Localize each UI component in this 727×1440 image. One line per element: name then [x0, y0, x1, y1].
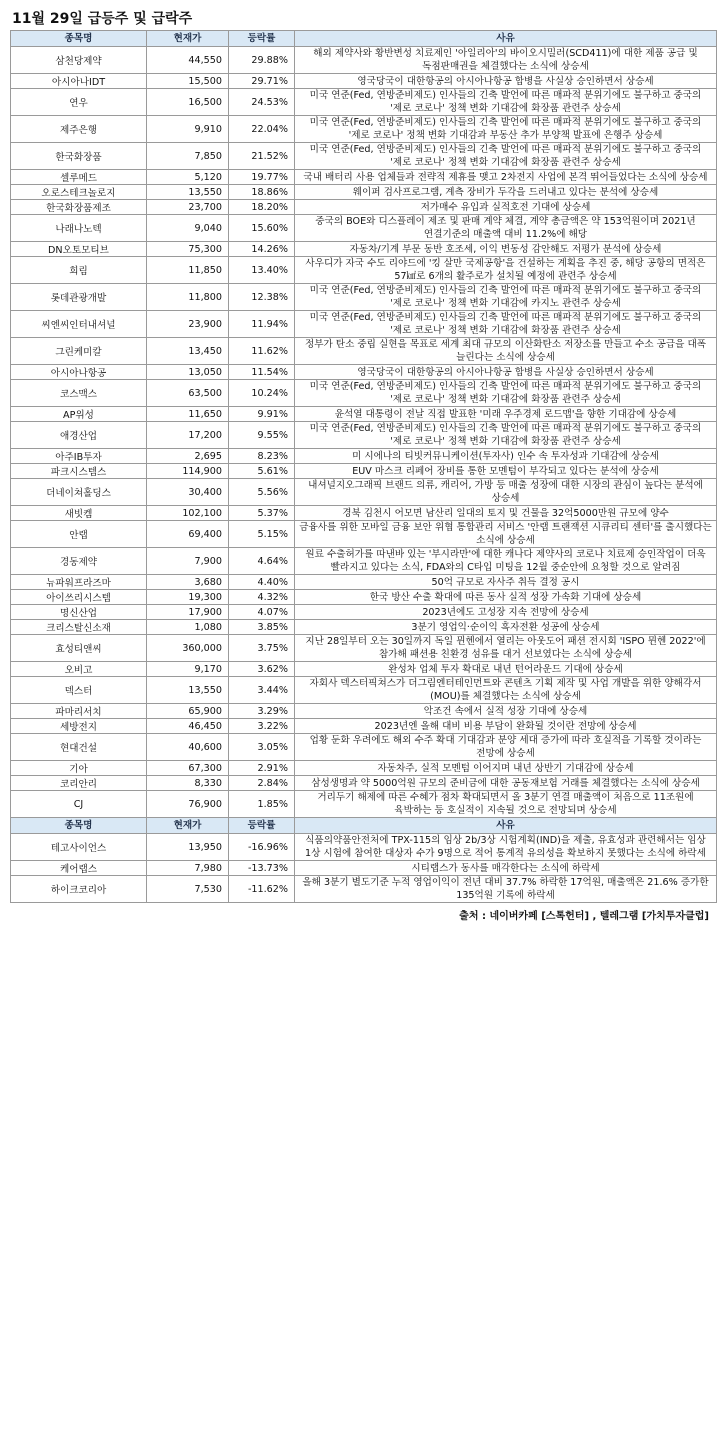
stock-reason: 웨이퍼 검사프로그램, 계측 장비가 두각을 드러내고 있다는 분석에 상승세: [295, 185, 717, 200]
stock-price: 1,080: [147, 620, 229, 635]
stock-name: 아시아나IDT: [11, 74, 147, 89]
stock-rate: 4.07%: [229, 605, 295, 620]
table-row: [11, 479, 717, 506]
stock-reason: 지난 28일부터 오는 30일까지 독일 뮌헨에서 열리는 아웃도어 패션 전시회 'ISPO 뮌헨 2022'에 참가해 패션용 친환경 섬유를 대거 선보였다는 소식에 상승세: [295, 635, 717, 662]
stock-rate: 11.62%: [229, 338, 295, 365]
stock-reason: 윤석열 대통령이 전날 직접 발표한 '미래 우주경제 로드맵'을 향한 기대감에 상승세: [295, 407, 717, 422]
stock-name: 세방전지: [11, 719, 147, 734]
stock-price: 11,650: [147, 407, 229, 422]
stock-price: 13,050: [147, 365, 229, 380]
header-price: 현재가: [147, 818, 229, 834]
table-row: [11, 704, 717, 719]
table-row: [11, 170, 717, 185]
stock-reason: 중국의 BOE와 디스플레이 제조 및 판매 계약 체결, 계약 총금액은 약 153억원이며 2021년 연결기준의 매출액 대비 11.2%에 해당: [295, 215, 717, 242]
stock-rate: 3.85%: [229, 620, 295, 635]
stock-rate: 13.40%: [229, 257, 295, 284]
stock-name: DN오토모티브: [11, 242, 147, 257]
stock-price: 46,450: [147, 719, 229, 734]
stock-price: 15,500: [147, 74, 229, 89]
table-row: [11, 338, 717, 365]
stock-price: 9,910: [147, 116, 229, 143]
stock-reason: 50억 규모로 자사주 취득 결정 공시: [295, 575, 717, 590]
stock-rate: -16.96%: [229, 834, 295, 861]
stock-reason: 미국 연준(Fed, 연방준비제도) 인사들의 긴축 발언에 따른 매파적 분위기에도 불구하고 중국의 '제로 코로나' 정책 변화 기대감에 화장품 관련주 상승세: [295, 380, 717, 407]
stock-reason: 자동차주, 실적 모멘텀 이어지며 내년 상반기 기대감에 상승세: [295, 761, 717, 776]
stock-name: 뉴파워프라즈마: [11, 575, 147, 590]
table-row: [11, 791, 717, 818]
stock-price: 63,500: [147, 380, 229, 407]
stock-name: 희림: [11, 257, 147, 284]
stock-name: 오로스테크놀로지: [11, 185, 147, 200]
table-row: [11, 215, 717, 242]
stock-reason: 해외 제약사와 황반변성 치료제인 '아일리아'의 바이오시밀러(SCD411)에 대한 제품 공급 및 독점판매권을 체결했다는 소식에 상승세: [295, 47, 717, 74]
table-row: [11, 521, 717, 548]
stock-price: 75,300: [147, 242, 229, 257]
stock-reason: 악조건 속에서 실적 성장 기대에 상승세: [295, 704, 717, 719]
stock-name: 아시아나항공: [11, 365, 147, 380]
table-row: [11, 143, 717, 170]
stock-rate: 24.53%: [229, 89, 295, 116]
losers-body: [11, 834, 717, 903]
stock-price: 17,900: [147, 605, 229, 620]
header-name: 종목명: [11, 31, 147, 47]
stock-name: 명신산업: [11, 605, 147, 620]
stock-reason: 자회사 덱스터픽쳐스가 더그림엔터테인먼트와 콘텐츠 기획 제작 및 사업 개발을 위한 양해각서(MOU)를 체결했다는 소식에 상승세: [295, 677, 717, 704]
stock-price: 23,900: [147, 311, 229, 338]
stock-reason: 금융사를 위한 모바일 금융 보안 위협 통합관리 서비스 '안랩 트랜잭션 시큐리티 센터'를 출시했다는 소식에 상승세: [295, 521, 717, 548]
stock-name: 아주IB투자: [11, 449, 147, 464]
table-row: [11, 677, 717, 704]
table-row: [11, 548, 717, 575]
stock-price: 76,900: [147, 791, 229, 818]
stock-price: 11,800: [147, 284, 229, 311]
stock-price: 5,120: [147, 170, 229, 185]
stock-price: 23,700: [147, 200, 229, 215]
table-row: [11, 74, 717, 89]
header-reason: 사유: [295, 818, 717, 834]
stock-reason: 미국 연준(Fed, 연방준비제도) 인사들의 긴축 발언에 따른 매파적 분위기에도 불구하고 중국의 '제로 코로나' 정책 변화 기대감에 화장품 관련주 상승세: [295, 89, 717, 116]
table-row: [11, 380, 717, 407]
stock-name: 테고사이언스: [11, 834, 147, 861]
stock-name: 효성티앤씨: [11, 635, 147, 662]
stock-rate: 19.77%: [229, 170, 295, 185]
table-row: [11, 311, 717, 338]
stock-reason: 미국 연준(Fed, 연방준비제도) 인사들의 긴축 발언에 따른 매파적 분위기에도 불구하고 중국의 '제로 코로나' 정책 변화 기대감에 화장품 관련주 상승세: [295, 422, 717, 449]
stock-name: 안랩: [11, 521, 147, 548]
stock-price: 114,900: [147, 464, 229, 479]
stock-rate: 5.56%: [229, 479, 295, 506]
table-row: [11, 185, 717, 200]
stock-price: 30,400: [147, 479, 229, 506]
stock-name: 크리스탈신소재: [11, 620, 147, 635]
table-row: [11, 776, 717, 791]
table-row: [11, 734, 717, 761]
stock-rate: 1.85%: [229, 791, 295, 818]
stock-rate: 3.75%: [229, 635, 295, 662]
stock-price: 360,000: [147, 635, 229, 662]
gainers-header-row: [11, 31, 717, 47]
stock-rate: 29.71%: [229, 74, 295, 89]
stock-rate: 9.91%: [229, 407, 295, 422]
stock-table: [10, 30, 717, 903]
stock-price: 69,400: [147, 521, 229, 548]
stock-rate: 11.54%: [229, 365, 295, 380]
stock-reason: 정부가 탄소 중립 실현을 목표로 세계 최대 규모의 이산화탄소 저장소를 만들고 수소 공급을 대폭 늘린다는 소식에 상승세: [295, 338, 717, 365]
stock-name: 경동제약: [11, 548, 147, 575]
stock-reason: 미국 연준(Fed, 연방준비제도) 인사들의 긴축 발언에 따른 매파적 분위기에도 불구하고 중국의 '제로 코로나' 정책 변화 기대감에 화장품 관련주 상승세: [295, 311, 717, 338]
stock-price: 19,300: [147, 590, 229, 605]
stock-rate: 4.32%: [229, 590, 295, 605]
stock-price: 7,850: [147, 143, 229, 170]
stock-rate: -13.73%: [229, 861, 295, 876]
table-row: [11, 464, 717, 479]
stock-price: 7,900: [147, 548, 229, 575]
stock-reason: 사우디가 자국 수도 리야드에 '킹 살만 국제공항'을 건설하는 계획을 추진 중, 해당 공항의 면적은 57㎢로 6개의 활주로가 설치될 예정에 관련주 상승세: [295, 257, 717, 284]
stock-rate: 3.44%: [229, 677, 295, 704]
table-row: [11, 761, 717, 776]
stock-rate: 21.52%: [229, 143, 295, 170]
stock-rate: 2.84%: [229, 776, 295, 791]
table-row: [11, 449, 717, 464]
table-row: [11, 284, 717, 311]
stock-reason: 2023년엔 올해 대비 비용 부담이 완화될 것이란 전망에 상승세: [295, 719, 717, 734]
stock-price: 3,680: [147, 575, 229, 590]
table-row: [11, 365, 717, 380]
stock-reason: 식품의약품안전처에 TPX-115의 임상 2b/3상 시험계획(IND)을 제출, 유효성과 관련해서는 임상 1상 시험에 참여한 대상자 수가 9명으로 적어 통계적 유의성을 확보하지 못했다는 소식에 하락세: [295, 834, 717, 861]
stock-price: 13,950: [147, 834, 229, 861]
page-title: 11월 29일 급등주 및 급락주: [12, 11, 193, 27]
stock-rate: 10.24%: [229, 380, 295, 407]
stock-price: 67,300: [147, 761, 229, 776]
stock-name: AP위성: [11, 407, 147, 422]
stock-price: 9,040: [147, 215, 229, 242]
header-name: 종목명: [11, 818, 147, 834]
stock-name: 연우: [11, 89, 147, 116]
stock-reason: 올해 3분기 별도기준 누적 영업이익이 전년 대비 37.7% 하락한 17억원, 매출액은 21.6% 증가한 135억원 기록에 하락세: [295, 876, 717, 903]
stock-rate: -11.62%: [229, 876, 295, 903]
stock-rate: 29.88%: [229, 47, 295, 74]
stock-name: 코스맥스: [11, 380, 147, 407]
stock-reason: 완성차 업체 투자 확대로 내년 턴어라운드 기대에 상승세: [295, 662, 717, 677]
stock-name: 제주은행: [11, 116, 147, 143]
stock-rate: 15.60%: [229, 215, 295, 242]
stock-rate: 2.91%: [229, 761, 295, 776]
stock-name: CJ: [11, 791, 147, 818]
stock-reason: 3분기 영업익·순이익 흑자전환 성공에 상승세: [295, 620, 717, 635]
stock-price: 2,695: [147, 449, 229, 464]
stock-rate: 14.26%: [229, 242, 295, 257]
table-row: [11, 719, 717, 734]
gainers-body: [11, 47, 717, 818]
stock-name: 파크시스템스: [11, 464, 147, 479]
stock-reason: EUV 마스크 리페어 장비를 통한 모멘텀이 부각되고 있다는 분석에 상승세: [295, 464, 717, 479]
stock-name: 하이크코리아: [11, 876, 147, 903]
stock-reason: 미국 연준(Fed, 연방준비제도) 인사들의 긴축 발언에 따른 매파적 분위기에도 불구하고 중국의 '제로 코로나' 정책 변화 기대감에 화장품 관련주 상승세: [295, 143, 717, 170]
stock-rate: 18.86%: [229, 185, 295, 200]
header-rate: 등락률: [229, 31, 295, 47]
table-row: [11, 662, 717, 677]
source-note: 출처 : 네이버카페 [스톡헌터] , 텔레그램 [가치투자클럽]: [459, 911, 709, 922]
table-row: [11, 605, 717, 620]
table-row: [11, 257, 717, 284]
stock-reason: 거리두기 해제에 따른 수혜가 점차 확대되면서 올 3분기 연결 매출액이 처음으로 11조원에 육박하는 등 호실적이 지속될 것으로 전망되며 상승세: [295, 791, 717, 818]
stock-reason: 자동차/기계 부문 동반 호조세, 이익 변동성 감안해도 저평가 분석에 상승세: [295, 242, 717, 257]
stock-name: 파마리서치: [11, 704, 147, 719]
table-row: [11, 506, 717, 521]
stock-rate: 8.23%: [229, 449, 295, 464]
table-row: [11, 242, 717, 257]
stock-price: 40,600: [147, 734, 229, 761]
table-row: [11, 200, 717, 215]
stock-rate: 3.05%: [229, 734, 295, 761]
table-row: [11, 89, 717, 116]
stock-name: 새빗켐: [11, 506, 147, 521]
stock-name: 기아: [11, 761, 147, 776]
stock-reason: 내셔널지오그래픽 브랜드 의류, 캐리어, 가방 등 매출 성장에 대한 시장의 관심이 높다는 분석에 상승세: [295, 479, 717, 506]
table-row: [11, 422, 717, 449]
stock-name: 케어랩스: [11, 861, 147, 876]
table-row: [11, 861, 717, 876]
stock-name: 현대건설: [11, 734, 147, 761]
stock-reason: 2023년에도 고성장 지속 전망에 상승세: [295, 605, 717, 620]
table-row: [11, 407, 717, 422]
stock-rate: 3.62%: [229, 662, 295, 677]
stock-name: 코리안리: [11, 776, 147, 791]
stock-rate: 4.64%: [229, 548, 295, 575]
stock-rate: 9.55%: [229, 422, 295, 449]
table-row: [11, 590, 717, 605]
stock-name: 삼천당제약: [11, 47, 147, 74]
stock-reason: 시티랩스가 동사를 매각한다는 소식에 하락세: [295, 861, 717, 876]
stock-name: 아이쓰리시스템: [11, 590, 147, 605]
stock-name: 더네이쳐홀딩스: [11, 479, 147, 506]
stock-price: 102,100: [147, 506, 229, 521]
stock-rate: 3.29%: [229, 704, 295, 719]
stock-name: 한국화장품제조: [11, 200, 147, 215]
stock-price: 16,500: [147, 89, 229, 116]
stock-name: 그린케미칼: [11, 338, 147, 365]
stock-reason: 국내 배터리 사용 업체들과 전략적 제휴를 맺고 2차전지 사업에 본격 뛰어들었다는 소식에 상승세: [295, 170, 717, 185]
stock-price: 11,850: [147, 257, 229, 284]
stock-rate: 3.22%: [229, 719, 295, 734]
stock-price: 7,980: [147, 861, 229, 876]
stock-price: 13,450: [147, 338, 229, 365]
stock-rate: 5.37%: [229, 506, 295, 521]
stock-name: 한국화장품: [11, 143, 147, 170]
stock-rate: 18.20%: [229, 200, 295, 215]
table-row: [11, 620, 717, 635]
header-reason: 사유: [295, 31, 717, 47]
stock-reason: 미국 연준(Fed, 연방준비제도) 인사들의 긴축 발언에 따른 매파적 분위기에도 불구하고 중국의 '제로 코로나' 정책 변화 기대감과 부동산 추가 부양책 발표에 은행주 상승세: [295, 116, 717, 143]
stock-price: 9,170: [147, 662, 229, 677]
table-row: [11, 876, 717, 903]
stock-reason: 한국 방산 수출 확대에 따른 동사 실적 성장 가속화 기대에 상승세: [295, 590, 717, 605]
stock-rate: 5.15%: [229, 521, 295, 548]
losers-header-row: [11, 818, 717, 834]
header-rate: 등락률: [229, 818, 295, 834]
header-price: 현재가: [147, 31, 229, 47]
stock-reason: 영국당국이 대한항공의 아시아나항공 합병을 사실상 승인하면서 상승세: [295, 74, 717, 89]
table-row: [11, 575, 717, 590]
stock-name: 덱스터: [11, 677, 147, 704]
stock-reason: 영국당국이 대한항공의 아시아나항공 합병을 사실상 승인하면서 상승세: [295, 365, 717, 380]
stock-price: 7,530: [147, 876, 229, 903]
stock-reason: 미국 연준(Fed, 연방준비제도) 인사들의 긴축 발언에 따른 매파적 분위기에도 불구하고 중국의 '제로 코로나' 정책 변화 기대감에 카지노 관련주 상승세: [295, 284, 717, 311]
stock-reason: 삼성생명과 약 5000억원 규모의 준비금에 대한 공동재보험 거래를 체결했다는 소식에 상승세: [295, 776, 717, 791]
stock-rate: 5.61%: [229, 464, 295, 479]
stock-name: 나래나노텍: [11, 215, 147, 242]
stock-price: 65,900: [147, 704, 229, 719]
stock-price: 13,550: [147, 677, 229, 704]
stock-name: 롯데관광개발: [11, 284, 147, 311]
stock-price: 17,200: [147, 422, 229, 449]
table-row: [11, 635, 717, 662]
table-row: [11, 116, 717, 143]
stock-name: 오비고: [11, 662, 147, 677]
stock-rate: 4.40%: [229, 575, 295, 590]
stock-price: 13,550: [147, 185, 229, 200]
stock-name: 씨엔씨인터내셔널: [11, 311, 147, 338]
stock-rate: 22.04%: [229, 116, 295, 143]
stock-reason: 미 시에나의 티빗커뮤니케이션(투자사) 인수 속 투자성과 기대감에 상승세: [295, 449, 717, 464]
stock-name: 셀루메드: [11, 170, 147, 185]
table-row: [11, 834, 717, 861]
stock-name: 애경산업: [11, 422, 147, 449]
stock-reason: 저가매수 유입과 실적호전 기대에 상승세: [295, 200, 717, 215]
stock-price: 44,550: [147, 47, 229, 74]
table-row: [11, 47, 717, 74]
stock-reason: 업황 둔화 우려에도 해외 수주 확대 기대감과 분양 세대 증가에 따라 호실적을 기록할 것이라는 전망에 상승세: [295, 734, 717, 761]
stock-rate: 11.94%: [229, 311, 295, 338]
stock-price: 8,330: [147, 776, 229, 791]
stock-rate: 12.38%: [229, 284, 295, 311]
stock-reason: 원료 수출허가를 따낸바 있는 '부시라만'에 대한 캐나다 제약사의 코로나 치료제 승인작업이 더욱 빨라지고 있다는 소식, FDA와의 C타입 미팅을 12월 중순안에 요청할 것으로 알려짐: [295, 548, 717, 575]
stock-reason: 경북 김천시 어모면 남산리 일대의 토지 및 건물을 32억5000만원 규모에 양수: [295, 506, 717, 521]
